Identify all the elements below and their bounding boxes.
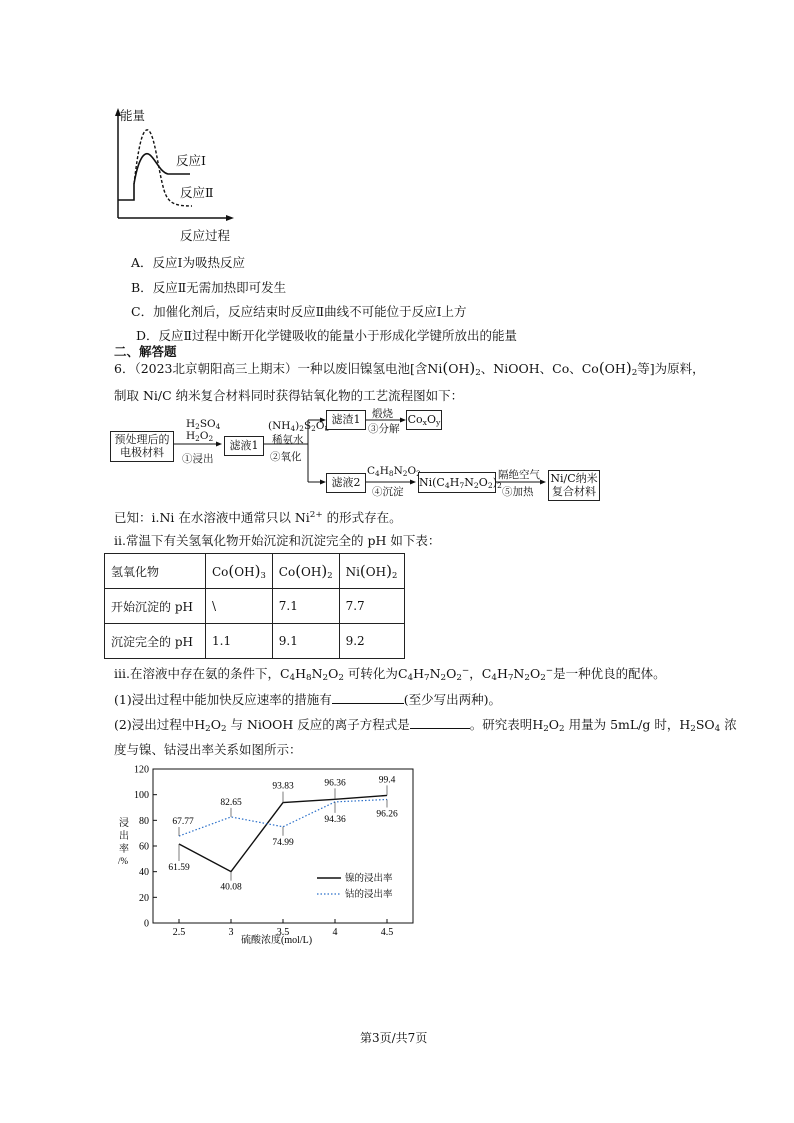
- x-tick-label: 4: [332, 927, 338, 938]
- flow-step2-reagent1: $(NH_4)_2S_2O$: [268, 420, 325, 433]
- table-cell: $Ni(OH)_2$: [339, 554, 404, 589]
- x-tick-label: 4.5: [380, 927, 394, 938]
- flow-coxoy-box: $Co_xO_y$: [406, 410, 442, 430]
- flow-step3-label: ③分解: [368, 423, 400, 435]
- nickel-data-label: 99.4: [378, 775, 396, 786]
- table-row: [105, 624, 405, 659]
- x-tick-label: 3: [228, 927, 234, 938]
- legend-cobalt-label: 钴的浸出率: [345, 890, 393, 900]
- y-tick-label: 100: [134, 790, 149, 802]
- y-tick-label: 0: [144, 918, 149, 930]
- flow-filtrate1-box: 滤液1: [224, 436, 264, 456]
- nickel-data-label: 93.83: [272, 781, 294, 792]
- flow-step5-label: ⑤加热: [502, 486, 534, 498]
- nickel-data-label: 40.08: [220, 882, 242, 893]
- flow-arrowhead-1: [216, 442, 222, 447]
- flow-step1-reagent2: $H_2O_2$: [186, 430, 214, 443]
- sub-question-1: (1)浸出过程中能加快反应速率的措施有 (至少写出两种)。: [114, 692, 501, 707]
- table-cell: 9.1: [272, 624, 339, 659]
- flow-step2-reagent2: 稀氨水: [272, 434, 304, 446]
- sub-question-2: (2)浸出过程中$H_2O_2$ 与 NiOOH 反应的离子方程式是 。研究表明$H_2O_2$ 用量为 5mL/g 时，$H_2SO_4$ 浓: [114, 717, 737, 734]
- nickel-data-label: 96.36: [324, 778, 346, 789]
- energy-x-label: 反应过程: [180, 228, 231, 243]
- flow-ni-complex-box: $Ni(C_4H_7N_2O_2)_2$: [418, 472, 496, 493]
- table-cell: $Co(OH)_2$: [272, 554, 339, 589]
- reaction-1-label: 反应Ⅰ: [176, 153, 206, 168]
- ph-table: [104, 553, 405, 659]
- section-title: 二、解答题: [114, 344, 177, 359]
- option-b: B．反应Ⅱ无需加热即可发生: [131, 280, 287, 295]
- x-tick-label: 3.5: [276, 927, 290, 938]
- table-cell: \: [206, 589, 273, 624]
- leaching-rate-chart: [105, 760, 425, 950]
- cobalt-data-label: 96.26: [376, 809, 398, 820]
- y-tick-label: 40: [139, 867, 149, 879]
- energy-x-arrow: [226, 215, 234, 221]
- chart-x-label: 硫酸浓度(mol/L): [241, 935, 313, 946]
- flow-filtrate2-box: 滤液2: [326, 473, 366, 493]
- chart-y-label-1: 浸: [119, 818, 129, 829]
- table-cell: 1.1: [206, 624, 273, 659]
- legend-nickel-label: 镍的浸出率: [345, 874, 393, 884]
- cobalt-data-label: 74.99: [272, 837, 294, 848]
- chart-y-label-2: 出: [119, 831, 129, 842]
- known-3: iii.在溶液中存在氨的条件下，$C_4H_8N_2O_2$ 可转化为$C_4H_7N_2O_2^-$，$C_4H_7N_2O_2^-$是一种优良的配体。: [114, 666, 666, 683]
- page-footer: 第3页/共7页: [360, 1031, 428, 1045]
- flow-start-box: 预处理后的 电极材料: [110, 431, 174, 462]
- y-tick-label: 120: [134, 764, 149, 776]
- flow-arrowhead-7: [540, 480, 546, 485]
- y-tick-label: 60: [139, 841, 149, 853]
- flow-arrowhead-6: [410, 480, 416, 485]
- flow-step4-reagent: $C_4H_8N_2O$: [367, 465, 417, 478]
- flow-product-box: Ni/C纳米 复合材料: [548, 470, 600, 501]
- flow-step3-reagent: 煅烧: [372, 408, 393, 420]
- x-tick-label: 2.5: [172, 927, 186, 938]
- flow-step4-label: ④沉淀: [372, 486, 404, 498]
- energy-y-label: 能量: [120, 108, 146, 123]
- y-tick-label: 20: [139, 892, 149, 904]
- cobalt-data-label: 67.77: [172, 817, 194, 828]
- nickel-data-label: 61.59: [168, 862, 190, 873]
- option-c: C．加催化剂后，反应结束时反应Ⅱ曲线不可能位于反应Ⅰ上方: [131, 304, 467, 319]
- chart-y-label-3: 率: [119, 844, 129, 855]
- q6-line1: 6．（2023北京朝阳高三上期末）一种以废旧镍氢电池[含$Ni(OH)_2$、NiOOH、Co、$Co(OH)_2$等]为原料，: [114, 359, 705, 378]
- option-a: A．反应Ⅰ为吸热反应: [131, 255, 245, 270]
- table-row: [105, 589, 405, 624]
- flow-step1-reagent1: $H_2SO_4$: [186, 418, 221, 431]
- flow-step2-label: ②氧化: [270, 451, 302, 463]
- table-cell: 7.7: [339, 589, 404, 624]
- flow-step5-reagent: 隔绝空气: [498, 469, 540, 481]
- option-d: D．反应Ⅱ过程中断开化学键吸收的能量小于形成化学键所放出的能量: [136, 328, 518, 343]
- known-1: 已知：i.Ni 在水溶液中通常只以 $Ni^{2+}$ 的形式存在。: [114, 510, 402, 525]
- table-cell: 沉淀完全的 pH: [105, 624, 206, 659]
- table-cell: 氢氧化物: [105, 554, 206, 589]
- q6-line2: 制取 Ni/C 纳米复合材料同时获得钴氧化物的工艺流程图如下：: [114, 388, 464, 403]
- table-cell: 9.2: [339, 624, 404, 659]
- flow-residue1-box: 滤渣1: [326, 410, 366, 430]
- sub-question-2-line2: 度与镍、钴浸出率关系如图所示：: [114, 742, 302, 757]
- reaction-2-label: 反应Ⅱ: [180, 185, 214, 200]
- table-cell: 7.1: [272, 589, 339, 624]
- table-cell: 开始沉淀的 pH: [105, 589, 206, 624]
- chart-y-label-4: /%: [118, 856, 128, 866]
- table-cell: $Co(OH)_3$: [206, 554, 273, 589]
- known-2: ii.常温下有关氢氧化物开始沉淀和沉淀完全的 pH 如下表：: [114, 533, 441, 548]
- cobalt-data-label: 82.65: [220, 797, 242, 808]
- table-row: [105, 554, 405, 589]
- cobalt-data-label: 94.36: [324, 814, 346, 825]
- flow-step1-label: ①浸出: [182, 453, 214, 465]
- y-tick-label: 80: [139, 815, 149, 827]
